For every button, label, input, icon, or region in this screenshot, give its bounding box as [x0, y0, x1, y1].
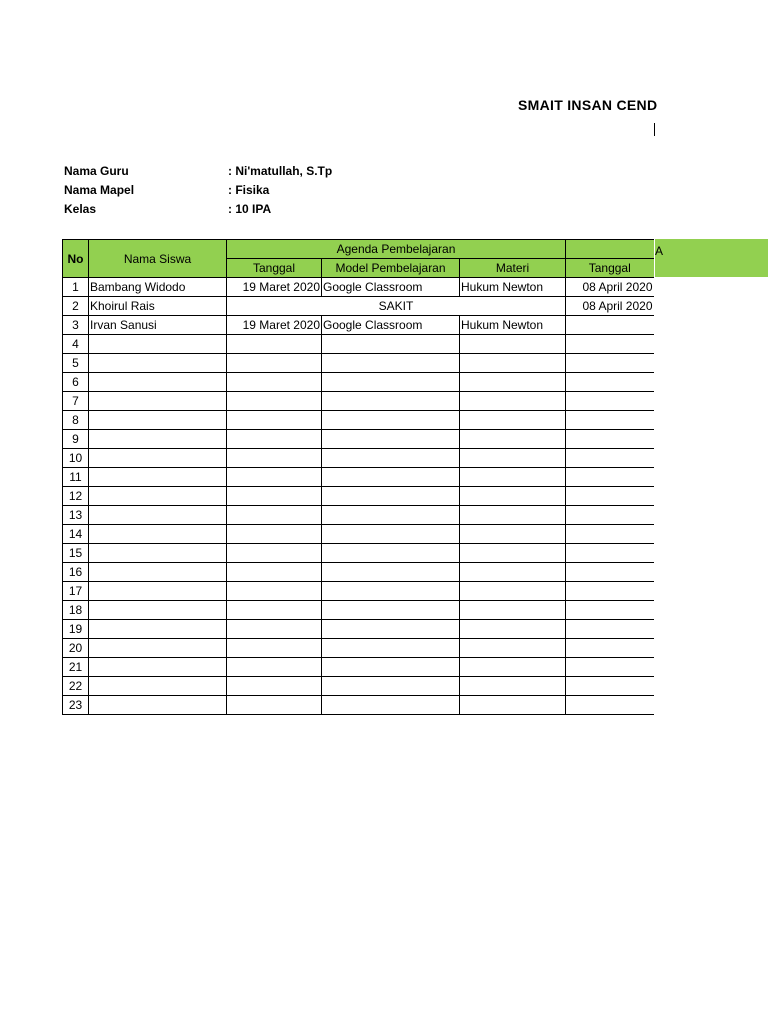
- cell-materi: [460, 582, 566, 601]
- cell-no: 23: [63, 696, 89, 715]
- cell-nama-siswa: [89, 430, 227, 449]
- cell-tanggal-2: [566, 677, 654, 696]
- cell-model: [322, 677, 460, 696]
- cell-model: [322, 487, 460, 506]
- table-row: [63, 487, 654, 506]
- cell-nama-siswa: [89, 620, 227, 639]
- cell-tanggal: [227, 487, 322, 506]
- cell-tanggal-2: [566, 468, 654, 487]
- cell-model: [322, 620, 460, 639]
- cell-model: [322, 335, 460, 354]
- cell-materi: [460, 373, 566, 392]
- table-row: [63, 430, 654, 449]
- cell-materi: [460, 525, 566, 544]
- header-tanggal: Tanggal: [227, 259, 322, 278]
- attendance-table: [62, 239, 654, 715]
- header-agenda: Agenda Pembelajaran: [227, 240, 566, 259]
- cell-materi: [460, 468, 566, 487]
- kelas-label: Kelas: [64, 202, 97, 216]
- cell-nama-siswa: [89, 392, 227, 411]
- cell-no: 4: [63, 335, 89, 354]
- cell-materi: [460, 335, 566, 354]
- cell-materi: [460, 620, 566, 639]
- agenda2-partial-label: A: [655, 244, 664, 258]
- cell-tanggal: 19 Maret 2020: [227, 278, 322, 297]
- cell-model: [322, 601, 460, 620]
- cell-tanggal-2: [566, 430, 654, 449]
- cell-no: 22: [63, 677, 89, 696]
- cell-materi: [460, 392, 566, 411]
- header-nama-siswa: Nama Siswa: [89, 240, 227, 278]
- cell-nama-siswa: [89, 335, 227, 354]
- table-row: [63, 506, 654, 525]
- cell-model: [322, 392, 460, 411]
- header-tanggal-2: Tanggal: [566, 259, 654, 278]
- cell-nama-siswa: [89, 525, 227, 544]
- cell-no: 8: [63, 411, 89, 430]
- cell-tanggal: [227, 411, 322, 430]
- table-row: [63, 696, 654, 715]
- cell-tanggal: [227, 601, 322, 620]
- cell-no: 16: [63, 563, 89, 582]
- cell-no: 19: [63, 620, 89, 639]
- table-row: [63, 620, 654, 639]
- table-row: [63, 392, 654, 411]
- table-row: [63, 335, 654, 354]
- cell-materi: [460, 658, 566, 677]
- cell-model: [322, 506, 460, 525]
- cell-tanggal-2: [566, 582, 654, 601]
- cell-tanggal: [227, 506, 322, 525]
- cell-tanggal-2: [566, 544, 654, 563]
- table-row: [63, 354, 654, 373]
- cell-nama-siswa: [89, 658, 227, 677]
- kelas-value: : 10 IPA: [228, 202, 272, 216]
- table-row: [63, 601, 654, 620]
- header-green-extension: [655, 239, 768, 277]
- cell-tanggal: [227, 677, 322, 696]
- header-agenda2: [566, 240, 654, 259]
- header-materi: Materi: [460, 259, 566, 278]
- cell-nama-siswa: [89, 677, 227, 696]
- table-row: [63, 544, 654, 563]
- guru-label: Nama Guru: [64, 164, 129, 178]
- cell-model: [322, 449, 460, 468]
- table-row: [63, 316, 654, 335]
- cell-materi: Hukum Newton: [460, 278, 566, 297]
- cell-no: 15: [63, 544, 89, 563]
- table-row: [63, 278, 654, 297]
- cell-materi: [460, 544, 566, 563]
- cell-no: 6: [63, 373, 89, 392]
- cell-nama-siswa: [89, 487, 227, 506]
- cell-no: 20: [63, 639, 89, 658]
- cell-nama-siswa: [89, 449, 227, 468]
- cell-tanggal: [227, 392, 322, 411]
- cell-tanggal: [227, 449, 322, 468]
- cell-tanggal-2: [566, 658, 654, 677]
- cell-nama-siswa: Bambang Widodo: [89, 278, 227, 297]
- header-model: Model Pembelajaran: [322, 259, 460, 278]
- table-row: [63, 297, 654, 316]
- table-row: [63, 373, 654, 392]
- cell-nama-siswa: [89, 373, 227, 392]
- table-row: [63, 411, 654, 430]
- mapel-value: : Fisika: [228, 183, 270, 197]
- cell-tanggal-2: [566, 411, 654, 430]
- cell-nama-siswa: [89, 411, 227, 430]
- cell-tanggal: 19 Maret 2020: [227, 316, 322, 335]
- cell-model: [322, 373, 460, 392]
- cell-tanggal-2: [566, 506, 654, 525]
- cell-tanggal: [227, 544, 322, 563]
- cell-tanggal-2: [566, 525, 654, 544]
- table-row: [63, 525, 654, 544]
- cell-no: 2: [63, 297, 89, 316]
- table-row: [63, 639, 654, 658]
- table-row: [63, 658, 654, 677]
- cell-tanggal-2: [566, 563, 654, 582]
- cell-nama-siswa: [89, 506, 227, 525]
- cell-tanggal-2: [566, 487, 654, 506]
- cell-materi: [460, 354, 566, 373]
- cell-no: 18: [63, 601, 89, 620]
- cell-tanggal-2: [566, 354, 654, 373]
- cell-model: [322, 563, 460, 582]
- cell-model: [322, 639, 460, 658]
- cell-materi: [460, 449, 566, 468]
- cell-no: 5: [63, 354, 89, 373]
- cell-no: 11: [63, 468, 89, 487]
- cell-nama-siswa: [89, 468, 227, 487]
- mapel-label: Nama Mapel: [64, 183, 135, 197]
- cell-model: [322, 468, 460, 487]
- cell-nama-siswa: Khoirul Rais: [89, 297, 227, 316]
- cell-model: [322, 354, 460, 373]
- cell-tanggal-2: [566, 316, 654, 335]
- cell-no: 13: [63, 506, 89, 525]
- cell-nama-siswa: [89, 544, 227, 563]
- cell-no: 9: [63, 430, 89, 449]
- table-body: [63, 278, 654, 715]
- cell-nama-siswa: [89, 354, 227, 373]
- cell-tanggal-2: 08 April 2020: [566, 278, 654, 297]
- cell-materi: [460, 430, 566, 449]
- cell-tanggal-2: [566, 373, 654, 392]
- cell-tanggal-2: [566, 696, 654, 715]
- cell-no: 7: [63, 392, 89, 411]
- cell-model: [322, 525, 460, 544]
- cell-no: 17: [63, 582, 89, 601]
- cell-nama-siswa: [89, 696, 227, 715]
- cell-nama-siswa: Irvan Sanusi: [89, 316, 227, 335]
- cell-tanggal: [227, 335, 322, 354]
- cell-tanggal: [227, 658, 322, 677]
- cell-model: [322, 430, 460, 449]
- cell-status-merged: SAKIT: [227, 297, 566, 316]
- cell-no: 1: [63, 278, 89, 297]
- cell-tanggal-2: 08 April 2020: [566, 297, 654, 316]
- cell-materi: [460, 487, 566, 506]
- cell-materi: [460, 601, 566, 620]
- cell-materi: [460, 506, 566, 525]
- cell-no: 10: [63, 449, 89, 468]
- table-row: [63, 468, 654, 487]
- cell-model: [322, 582, 460, 601]
- cell-tanggal: [227, 582, 322, 601]
- cell-model: Google Classroom: [322, 278, 460, 297]
- cell-no: 12: [63, 487, 89, 506]
- cell-tanggal-2: [566, 639, 654, 658]
- cell-model: [322, 411, 460, 430]
- cell-no: 3: [63, 316, 89, 335]
- cell-tanggal: [227, 430, 322, 449]
- cell-nama-siswa: [89, 601, 227, 620]
- header-no: No: [63, 240, 89, 278]
- cell-materi: [460, 677, 566, 696]
- guru-value: : Ni'matullah, S.Tp: [228, 164, 333, 178]
- cell-tanggal: [227, 563, 322, 582]
- cell-tanggal-2: [566, 620, 654, 639]
- cell-model: [322, 544, 460, 563]
- cell-materi: Hukum Newton: [460, 316, 566, 335]
- cell-model: Google Classroom: [322, 316, 460, 335]
- cell-tanggal: [227, 620, 322, 639]
- cell-tanggal: [227, 696, 322, 715]
- cell-tanggal-2: [566, 335, 654, 354]
- table-row: [63, 582, 654, 601]
- cell-tanggal: [227, 525, 322, 544]
- cell-nama-siswa: [89, 563, 227, 582]
- cell-tanggal-2: [566, 601, 654, 620]
- cell-materi: [460, 696, 566, 715]
- cell-tanggal: [227, 639, 322, 658]
- cell-tanggal: [227, 468, 322, 487]
- cell-materi: [460, 563, 566, 582]
- cell-no: 21: [63, 658, 89, 677]
- cell-tanggal: [227, 373, 322, 392]
- table-row: [63, 449, 654, 468]
- cell-tanggal: [227, 354, 322, 373]
- cell-tanggal-2: [566, 449, 654, 468]
- table-row: [63, 677, 654, 696]
- cell-materi: [460, 639, 566, 658]
- cell-materi: [460, 411, 566, 430]
- cell-no: 14: [63, 525, 89, 544]
- cell-tanggal-2: [566, 392, 654, 411]
- cell-nama-siswa: [89, 639, 227, 658]
- document-title: SMAIT INSAN CEND: [518, 97, 658, 113]
- cell-nama-siswa: [89, 582, 227, 601]
- title-cut-mark: [654, 123, 655, 136]
- cell-model: [322, 658, 460, 677]
- table-row: [63, 563, 654, 582]
- cell-model: [322, 696, 460, 715]
